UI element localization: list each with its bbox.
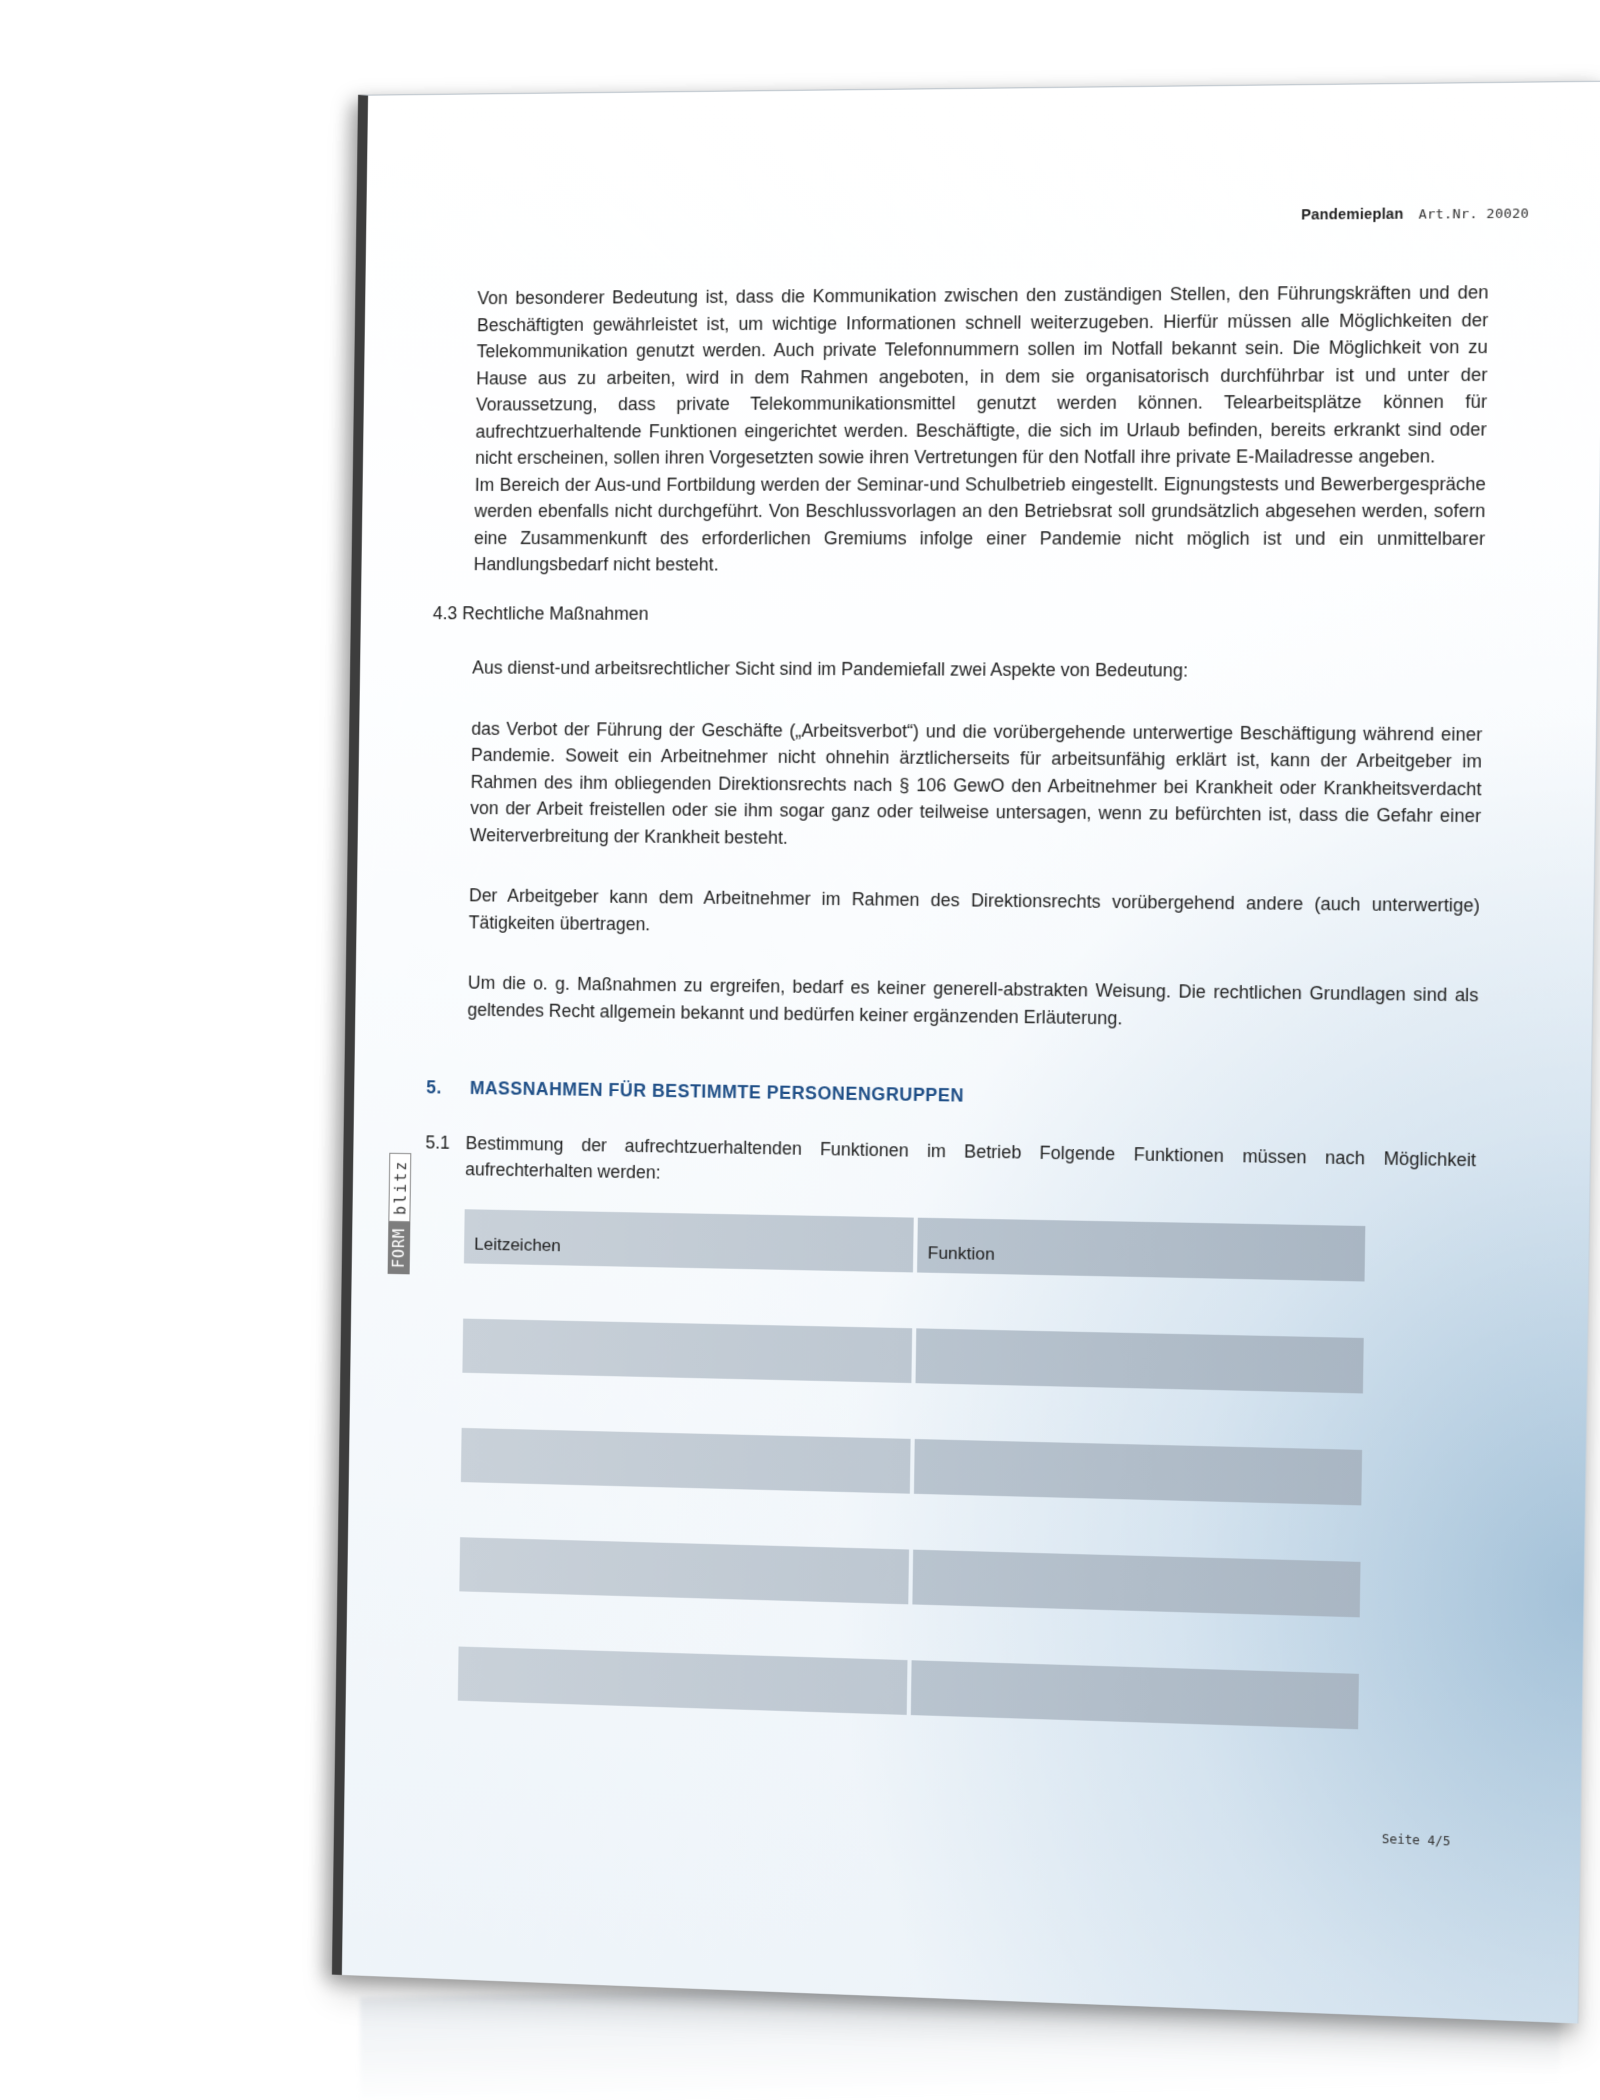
page-body [417, 279, 1489, 1789]
paragraph-legal-basis: Um die o. g. Maßnahmen zu ergreifen, bedarf es keiner generell-abstrakten Weisung. Die rechtlichen Grundlagen sind als geltendes Recht allgemein bekannt und bedürfen keiner ergänzenden Erläuterung. [467, 972, 1479, 1029]
table-cell-leitzeichen[interactable] [462, 1318, 912, 1382]
table-cell-leitzeichen[interactable] [458, 1646, 908, 1714]
legal-section [467, 654, 1483, 1036]
paragraph-communication: Von besonderer Bedeutung ist, dass die Kommunikation zwischen den zuständigen Stellen, den Führungskräften und den Beschäftigten gewährleistet ist, um wichtige Informationen schnell weiterzugeben. Hierfür müssen alle Möglichkeiten der Telekommunikation genutzt werden. Auch private Telefonnummern sollen im Notfall bekannt sein. Die Möglichkeit von zu Hause aus zu arbeiten, wird in dem Rahmen angeboten, in dem sie organisatorisch durchführbar ist und unter der Voraussetzung, dass private Telekommunikationsmittel genutzt werden können. Telearbeitsplätze können für aufrechtzuerhaltende Funktionen eingerichtet werden. Beschäftigte, die sich im Urlaub befinden, bereits erkrankt sind oder nicht erscheinen, sollen ihren Vorgesetzten sowie ihren Vertretungen für den Notfall ihre private E-Mailadresse angeben. [475, 281, 1489, 468]
functions-table [458, 1209, 1370, 1729]
paragraph-legal-intro: Aus dienst-und arbeitsrechtlicher Sicht sind im Pandemiefall zwei Aspekte von Bedeutung: [472, 657, 1189, 681]
page-number: Seite 4/5 [1381, 1831, 1451, 1849]
communication-section [474, 279, 1489, 579]
logo-blitz-text: blitz [388, 1152, 411, 1222]
column-header-funktion: Funktion [917, 1217, 1365, 1281]
formblitz-logo [388, 1129, 412, 1275]
item-5-1-text: Bestimmung der aufrechtzuerhaltenden Funktionen im Betrieb Folgende Funktionen müssen nach Möglichkeit aufrechterhalten werden: [465, 1132, 1477, 1183]
section-5-number: 5. [426, 1077, 443, 1098]
column-header-leitzeichen: Leitzeichen [464, 1209, 914, 1272]
document-page [332, 81, 1600, 2024]
table-row [461, 1427, 1366, 1505]
section-5-title: MASSNAHMEN FÜR BESTIMMTE PERSONENGRUPPEN [469, 1077, 965, 1106]
page-header [1301, 204, 1529, 223]
table-header-row [464, 1209, 1370, 1281]
table-row [462, 1318, 1368, 1393]
item-5-1-number: 5.1 [425, 1131, 451, 1153]
table-row [459, 1537, 1364, 1617]
item-5-1 [425, 1129, 1476, 1201]
subheading-4-3: 4.3 Rechtliche Maßnahmen [432, 602, 649, 624]
table-cell-funktion[interactable] [912, 1549, 1360, 1617]
paragraph-legal-ban: das Verbot der Führung der Geschäfte („Arbeitsverbot“) und die vorübergehende unterwertige Beschäftigung während einer Pandemie. Soweit ein Arbeitnehmer nicht ohnehin ärztlicherseits für arbeitsunfähig erklärt ist, kann der Arbeitgeber im Rahmen des ihm obliegenden Direktionsrechts nach § 106 GewO den Arbeitnehmer bei Krankheit oder Krankheitsverdacht von der Arbeit freistellen oder sie ihm sogar ganz oder teilweise untersagen, wenn zu befürchten ist, dass die Gefahr einer Weiterverbreitung der Krankheit besteht. [469, 718, 1483, 848]
table-cell-funktion[interactable] [916, 1328, 1364, 1393]
table-cell-funktion[interactable] [914, 1438, 1362, 1504]
table-cell-funktion[interactable] [911, 1660, 1359, 1729]
section-5-heading [426, 1074, 1477, 1117]
table-cell-leitzeichen[interactable] [461, 1427, 911, 1493]
article-number: Art.Nr. 20020 [1418, 206, 1530, 223]
document-title: Pandemieplan [1301, 205, 1404, 223]
paragraph-legal-tasks: Der Arbeitgeber kann dem Arbeitnehmer im Rahmen des Direktionsrechts vorübergehend andere (auch unterwertige) Tätigkeiten übertragen. [468, 885, 1480, 934]
table-cell-leitzeichen[interactable] [459, 1537, 909, 1604]
logo-form-text: FORM [388, 1222, 411, 1275]
table-row [458, 1646, 1363, 1729]
paragraph-training: Im Bereich der Aus-und Fortbildung werden der Seminar-und Schulbetrieb eingestellt. Eignungstests und Bewerbergespräche werden ebenfalls nicht durchgeführt. Von Beschlussvorlagen an den Betriebsrat soll grundsätzlich abgesehen werden, sofern eine Zusammenkunft des erforderlichen Gremiums infolge einer Pandemie nicht möglich ist und ein unmittelbarer Handlungsbedarf nicht besteht. [473, 473, 1486, 575]
